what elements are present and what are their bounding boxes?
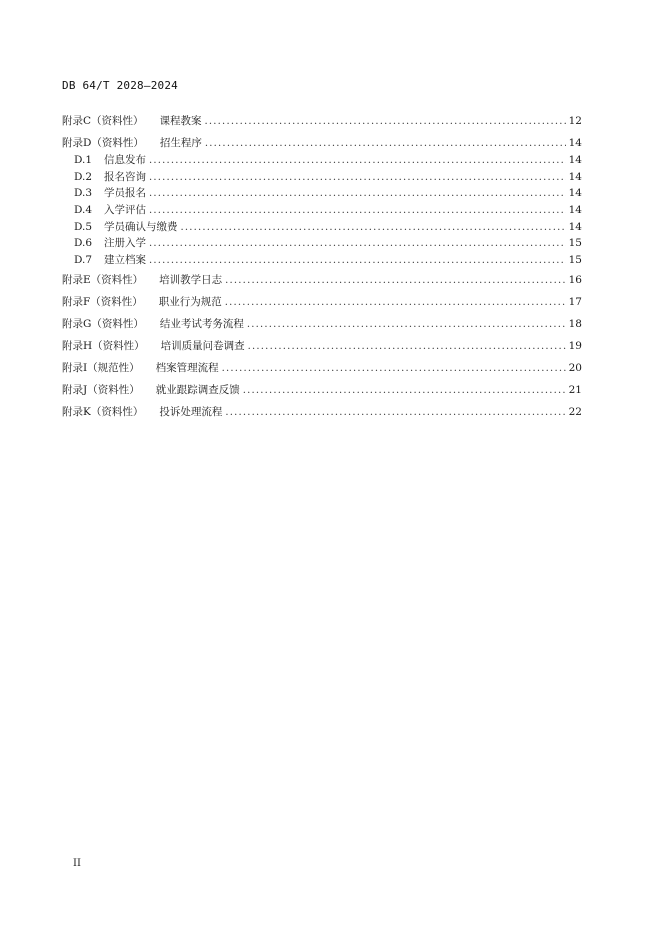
dot-leader <box>181 220 566 236</box>
toc-entry-d6[interactable] <box>62 235 582 252</box>
toc-entry-title: 注册入学 <box>104 237 146 250</box>
toc-entry-page: 18 <box>568 318 582 331</box>
toc-entry-d1[interactable] <box>62 152 582 169</box>
toc-entry-title: 学员报名 <box>104 187 146 200</box>
toc-entry-title: 学员确认与缴费 <box>104 220 178 233</box>
toc-entry-page: 12 <box>568 115 582 127</box>
toc-entry-page: 16 <box>568 274 582 287</box>
toc-entry-appendix-d[interactable] <box>62 135 582 152</box>
dot-leader <box>149 170 566 186</box>
toc-entry-title: 课程教案 <box>159 115 202 127</box>
toc-entry-number: D.5 <box>74 220 93 233</box>
toc-entry-appendix-h[interactable] <box>62 338 582 360</box>
dot-leader <box>205 136 566 152</box>
toc-entry-number: D.7 <box>74 254 93 267</box>
dot-leader <box>149 236 566 252</box>
toc-entry-label: 附录G（资料性） <box>62 318 144 331</box>
dot-leader <box>149 153 566 169</box>
toc-entry-title: 档案管理流程 <box>155 362 219 375</box>
dot-leader <box>243 383 566 399</box>
toc-entry-title: 招生程序 <box>159 137 202 149</box>
toc-entry-d4[interactable] <box>62 202 582 219</box>
toc-entry-page: 20 <box>568 362 582 375</box>
toc-entry-title: 培训教学日志 <box>159 274 223 287</box>
dot-leader <box>248 339 566 355</box>
toc-entry-number: D.3 <box>74 187 93 200</box>
dot-leader <box>247 317 566 333</box>
toc-entry-title: 结业考试考务流程 <box>159 318 244 331</box>
toc-entry-page: 14 <box>568 170 582 183</box>
toc-entry-label: 附录K（资料性） <box>62 406 144 419</box>
toc-entry-title: 建立档案 <box>104 254 146 267</box>
toc-entry-appendix-k[interactable] <box>62 404 582 426</box>
toc-entry-appendix-j[interactable] <box>62 382 582 404</box>
toc-entry-title: 入学评估 <box>104 204 146 217</box>
toc-entry-d5[interactable] <box>62 219 582 236</box>
dot-leader <box>225 295 566 311</box>
toc-entry-appendix-i[interactable] <box>62 360 582 382</box>
toc-entry-page: 14 <box>568 137 582 149</box>
toc-entry-page: 14 <box>568 187 582 200</box>
dot-leader <box>149 203 566 219</box>
toc-entry-number: D.2 <box>74 170 93 183</box>
toc-entry-label: 附录C（资料性） <box>62 115 144 127</box>
toc-entry-appendix-e[interactable] <box>62 272 582 294</box>
toc-entry-title: 就业跟踪调查反馈 <box>155 384 240 397</box>
toc-entry-page: 21 <box>568 384 582 397</box>
toc-entry-number: D.4 <box>74 204 93 217</box>
toc-entry-title: 投诉处理流程 <box>159 406 223 419</box>
toc-entry-title: 信息发布 <box>104 154 146 166</box>
toc-entry-label: 附录E（资料性） <box>62 274 144 287</box>
toc-entry-number: D.1 <box>74 154 93 166</box>
page-number: II <box>73 858 81 869</box>
dot-leader <box>222 361 566 377</box>
toc-entry-page: 15 <box>568 254 582 267</box>
toc-entry-title: 培训质量问卷调查 <box>160 340 245 353</box>
toc-entry-appendix-c[interactable] <box>62 113 582 135</box>
dot-leader <box>149 253 566 269</box>
toc-entry-title: 报名咨询 <box>104 170 146 183</box>
document-code: DB 64/T 2028—2024 <box>62 79 178 92</box>
toc-entry-label: 附录J（资料性） <box>62 384 140 397</box>
toc-entry-page: 15 <box>568 237 582 250</box>
toc-entry-page: 14 <box>568 154 582 166</box>
dot-leader <box>205 114 566 130</box>
toc-entry-page: 19 <box>568 340 582 353</box>
toc-entry-page: 22 <box>568 406 582 419</box>
toc-entry-label: 附录D（资料性） <box>62 137 144 149</box>
toc-entry-page: 14 <box>568 220 582 233</box>
toc-entry-d3[interactable] <box>62 185 582 202</box>
toc-entry-label: 附录I（规范性） <box>62 362 140 375</box>
dot-leader <box>225 273 565 289</box>
toc-entry-d7[interactable] <box>62 252 582 272</box>
toc-entry-d2[interactable] <box>62 169 582 186</box>
toc-entry-appendix-g[interactable] <box>62 316 582 338</box>
toc-entry-page: 17 <box>568 296 582 309</box>
toc-entry-label: 附录H（资料性） <box>62 340 145 353</box>
dot-leader <box>225 405 565 421</box>
toc-entry-page: 14 <box>568 204 582 217</box>
table-of-contents <box>62 113 582 426</box>
toc-entry-number: D.6 <box>74 237 93 250</box>
toc-entry-title: 职业行为规范 <box>158 296 222 309</box>
toc-entry-label: 附录F（资料性） <box>62 296 143 309</box>
toc-entry-appendix-f[interactable] <box>62 294 582 316</box>
dot-leader <box>149 186 566 202</box>
